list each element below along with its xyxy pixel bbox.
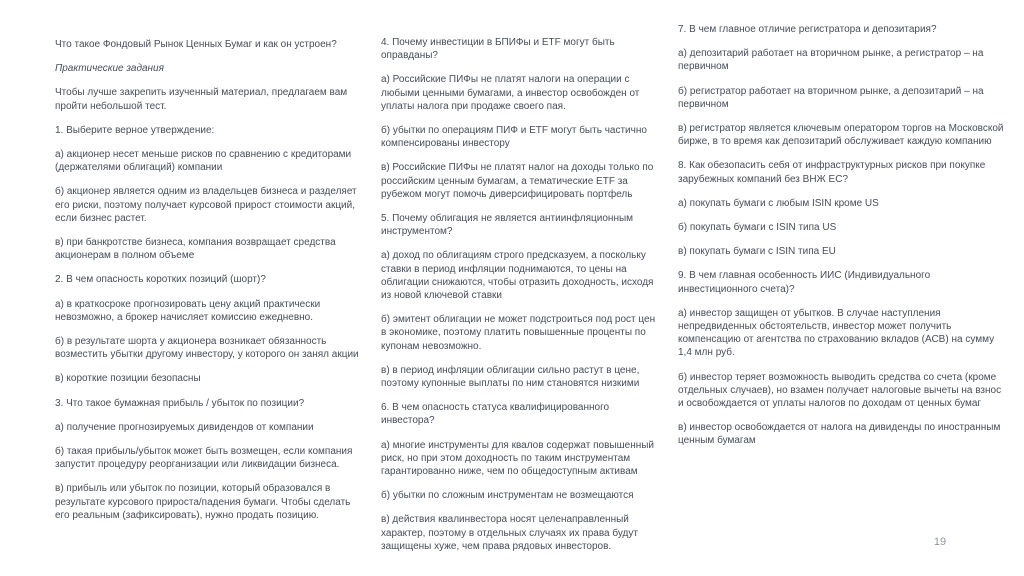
column-3 bbox=[678, 23, 1008, 459]
answer-option: а) депозитарий работает на вторичном рынке, а регистратор – на первичном bbox=[678, 48, 984, 73]
answer-option: а) в краткосроке прогнозировать цену акций практически невозможно, а брокер начисляет комиссию ежедневно. bbox=[55, 298, 321, 323]
answer-option: в) Российские ПИФы не платят налог на доходы только по российским ценным бумагам, а тематические ETF за рубежом могут помочь диверсифицировать портфель bbox=[381, 162, 654, 200]
answer-option: а) инвестор защищен от убытков. В случае наступления непредвиденных обстоятельств, инвестор может получить компенсацию от агентства по страхованию вкладов (АСВ) на сумму 1,4 млн руб. bbox=[678, 307, 995, 359]
answer-option: в) регистратор является ключевым оператором торгов на Московской бирже, в то время как депозитарий обслуживает каждую компанию bbox=[678, 123, 1004, 148]
page-title: Что такое Фондовый Рынок Ценных Бумаг и как он устроен? bbox=[55, 39, 337, 50]
question-heading: 2. В чем опасность коротких позиций (шорт)? bbox=[55, 274, 266, 286]
answer-option: в) покупать бумаги с ISIN типа EU bbox=[678, 246, 836, 258]
question-heading: 6. В чем опасность статуса квалифицированного инвестора? bbox=[381, 402, 610, 427]
answer-option: в) в период инфляции облигации сильно растут в цене, поэтому купонные выплаты по ним становятся низкими bbox=[381, 364, 640, 390]
answer-option: б) покупать бумаги с ISIN типа US bbox=[678, 222, 837, 234]
answer-option: а) получение прогнозируемых дивидендов от компании bbox=[55, 421, 314, 433]
answer-option: а) покупать бумаги с любым ISIN кроме US bbox=[678, 197, 879, 209]
intro-paragraph: Чтобы лучше закрепить изученный материал, предлагаем вам пройти небольшой тест. bbox=[55, 87, 348, 112]
answer-option: а) доход по облигациям строго предсказуем, а поскольку ставки в период инфляции поднимаются, то цены на облигации снижаются, чтобы отразить доходность, исходя из новой ключевой ставки bbox=[381, 250, 654, 302]
answer-option: б) эмитент облигации не может подстроиться под рост цен в экономике, поэтому платить повышенные проценты по купонам невозможно. bbox=[381, 314, 656, 352]
answer-option: в) действия квалинвестора носят целенаправленный характер, поэтому в отдельных случаях их права будут защищены хуже, чем права рядовых инвесторов. bbox=[381, 514, 638, 552]
answer-option: б) убытки по операциям ПИФ и ETF могут быть частично компенсированы инвестору bbox=[381, 125, 647, 150]
question-heading: 8. Как обезопасить себя от инфраструктурных рисков при покупке зарубежных компаний без ВНЖ ЕС? bbox=[678, 160, 986, 185]
subtitle: Практические задания bbox=[55, 63, 164, 75]
answer-option: в) прибыль или убыток по позиции, который образовался в результате курсового прироста/падения бумаги. Чтобы сделать его реальным (зафиксировать), нужно продать позицию. bbox=[55, 483, 351, 521]
question-heading: 3. Что такое бумажная прибыль / убыток по позиции? bbox=[55, 397, 305, 409]
question-heading: 7. В чем главное отличие регистратора и депозитария? bbox=[678, 24, 937, 35]
answer-option: в) при банкротстве бизнеса, компания возвращает средства акционерам в полном объеме bbox=[55, 237, 336, 262]
answer-option: б) регистратор работает на вторичном рынке, а депозитарий – на первичном bbox=[678, 85, 984, 110]
column-2 bbox=[381, 36, 663, 564]
question-heading: 1. Выберите верное утверждение: bbox=[55, 124, 215, 136]
document-page bbox=[55, 23, 1008, 564]
answer-option: в) инвестор освобождается от налога на дивиденды по иностранным ценным бумагам bbox=[678, 422, 1001, 447]
question-heading: 4. Почему инвестиции в БПИФы и ETF могут быть оправданы? bbox=[381, 37, 615, 62]
question-heading: 9. В чем главная особенность ИИС (Индивидуального инвестиционного счета)? bbox=[678, 270, 931, 295]
answer-option: в) короткие позиции безопасны bbox=[55, 373, 201, 385]
answer-option: а) Российские ПИФы не платят налоги на операции с любыми ценными бумагами, а инвестор освобожден от уплаты налога при продаже своего пая. bbox=[381, 74, 640, 112]
question-heading: 5. Почему облигация не является антиинфляционным инструментом? bbox=[381, 213, 634, 238]
page-number: 19 bbox=[933, 536, 947, 548]
answer-option: б) в результате шорта у акционера возникает обязанность возместить убытки другому инвестору, у которого он занял акции bbox=[55, 336, 359, 361]
column-1 bbox=[55, 38, 363, 533]
answer-option: а) акционер несет меньше рисков по сравнению с кредиторами (держателями облигаций) компании bbox=[55, 149, 352, 174]
answer-option: а) многие инструменты для квалов содержат повышенный риск, но при этом доходность по таким инструментам гарантированно ниже, чем по общедоступным активам bbox=[381, 439, 655, 478]
answer-option: б) такая прибыль/убыток может быть возмещен, если компания запустит процедуру реорганизации или ликвидации бизнеса. bbox=[55, 446, 353, 471]
answer-option: б) акционер является одним из владельцев бизнеса и разделяет его риски, поэтому получает курсовой прирост стоимости акций, если бизнес растет. bbox=[55, 186, 357, 224]
answer-option: б) инвестор теряет возможность выводить средства со счета (кроме отдельных случаев), но взамен получает налоговые вычеты на взнос и освобождается от уплаты налогов по доходам от ценных бумаг bbox=[678, 371, 1002, 410]
answer-option: б) убытки по сложным инструментам не возмещаются bbox=[381, 490, 634, 502]
